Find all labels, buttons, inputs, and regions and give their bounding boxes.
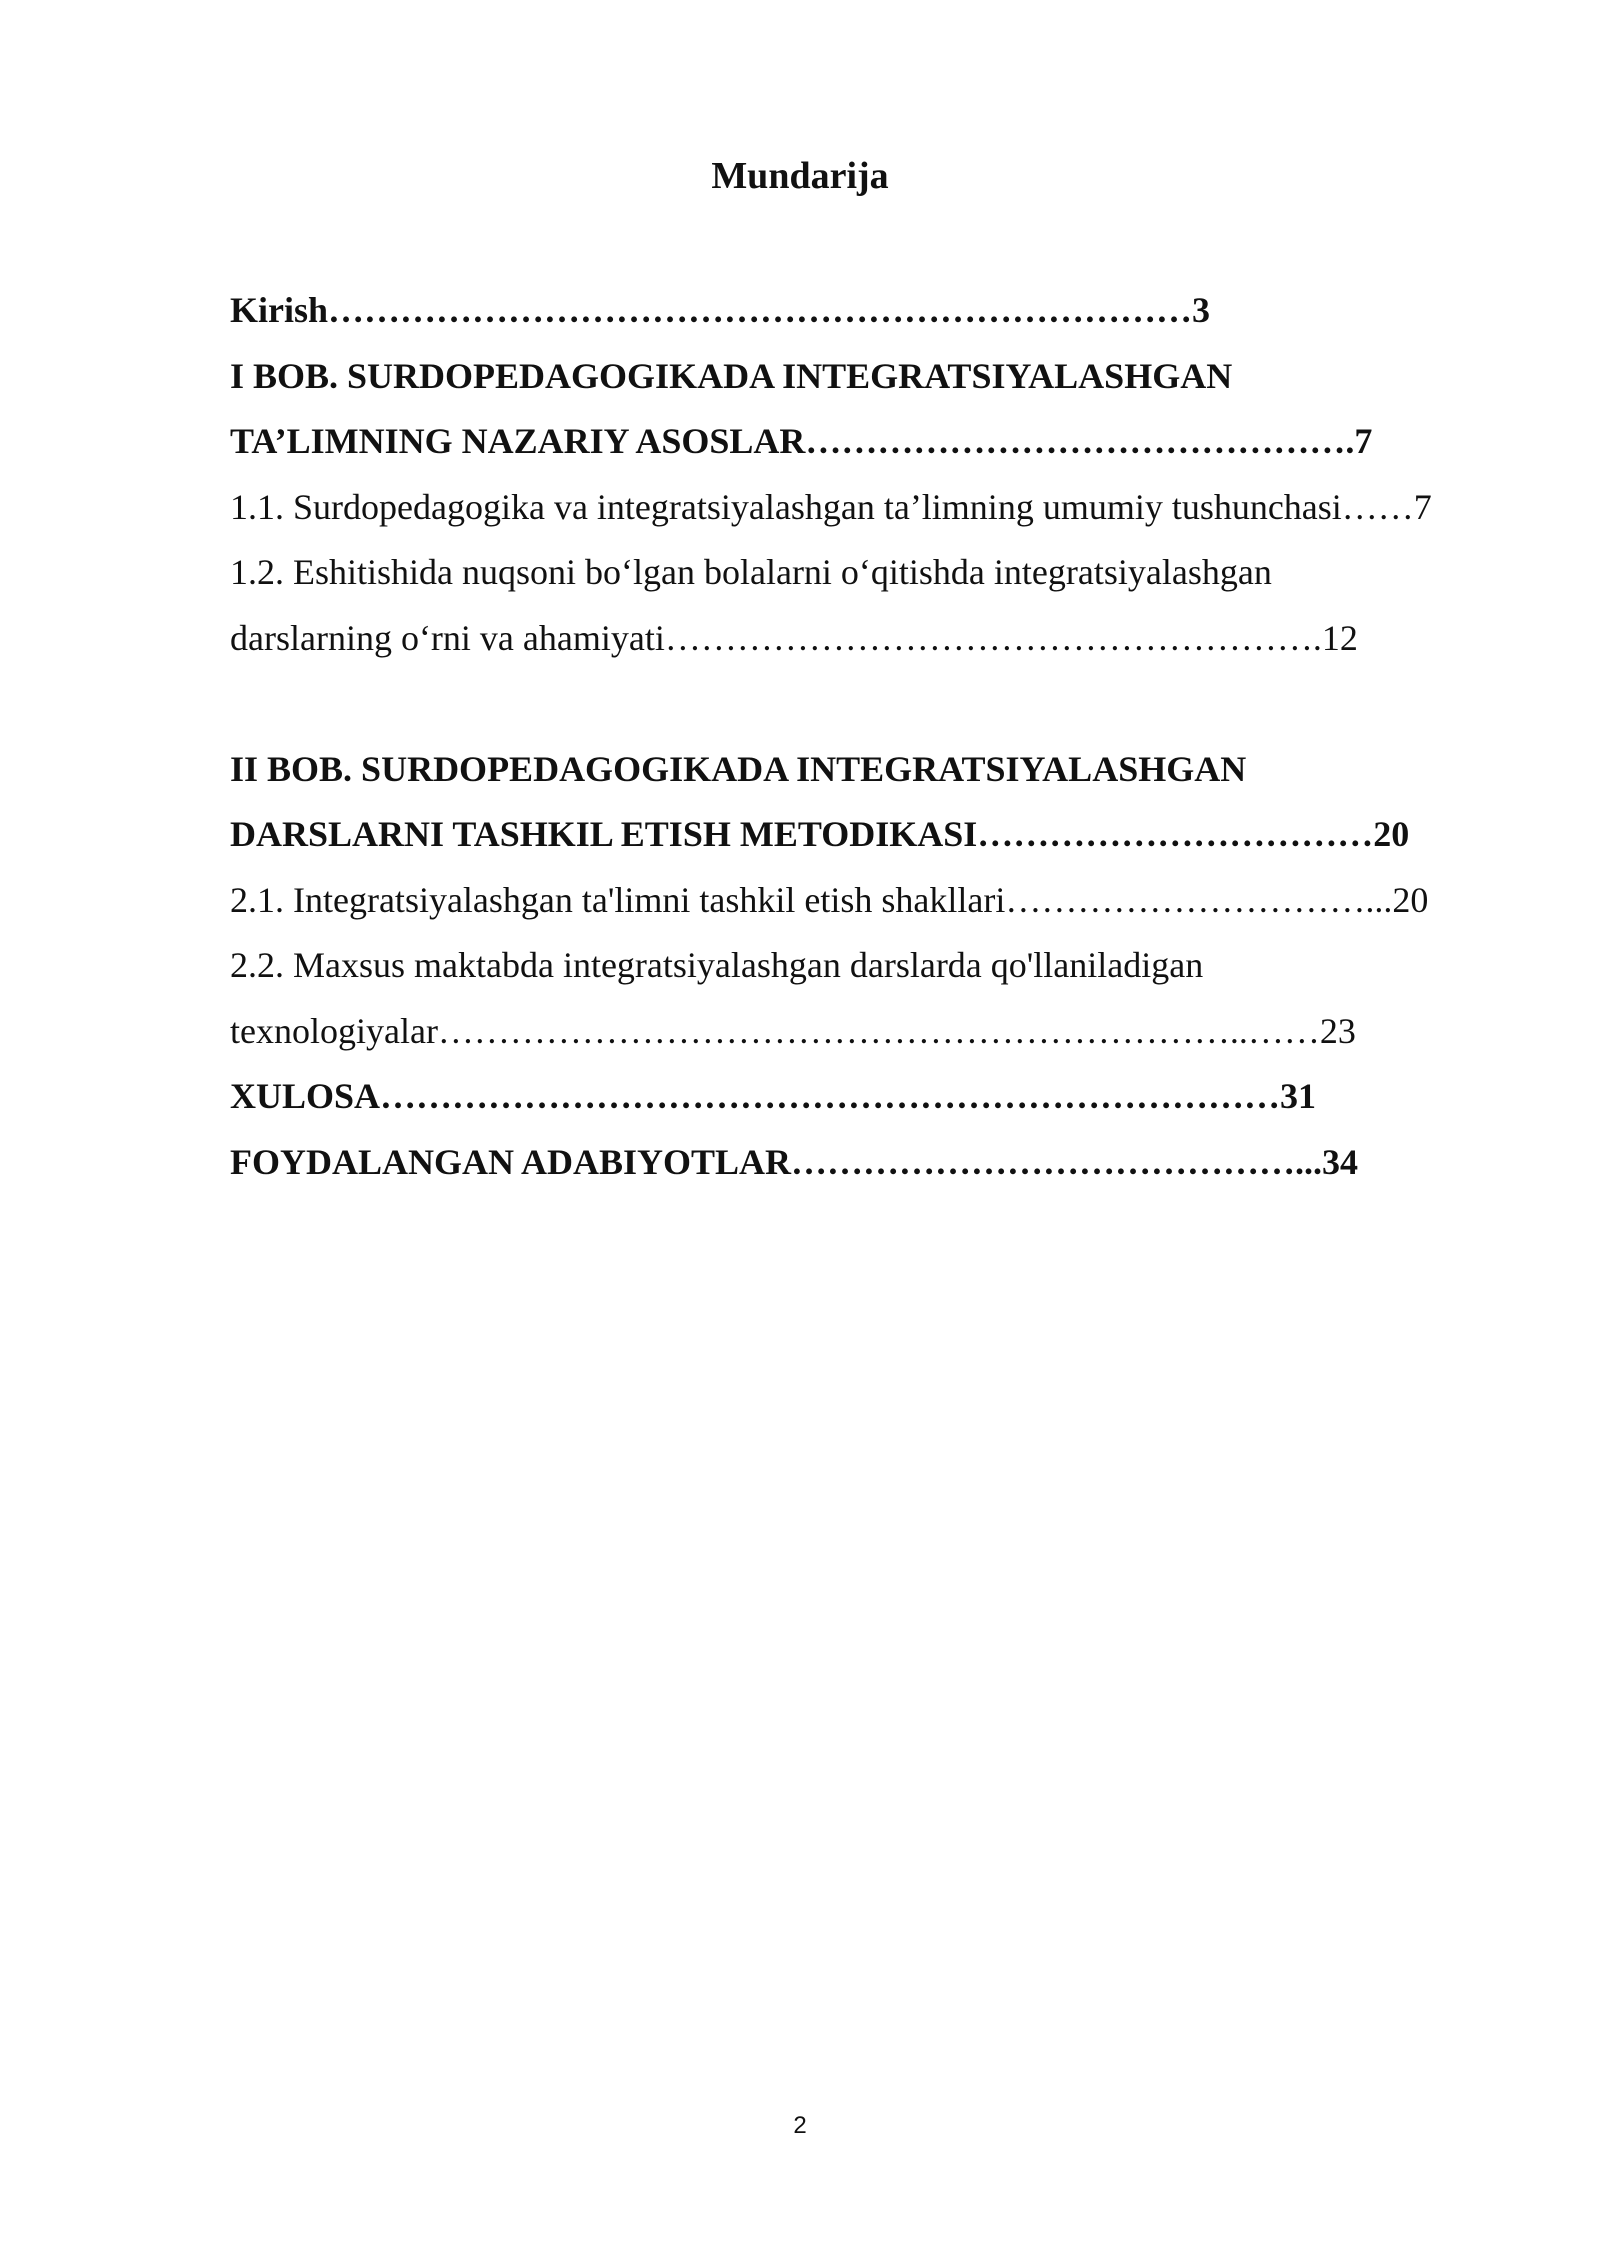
toc-entry-introduction[interactable]: Kirish………………………………………………………………3 <box>230 290 1211 330</box>
toc-section-1-2-line-1[interactable]: 1.2. Eshitishida nuqsoni bo‘lgan bolalarni o‘qitishda integratsiyalashgan <box>230 552 1272 592</box>
toc-chapter-2-title-line-2[interactable]: DARSLARNI TASHKIL ETISH METODIKASI……………………………20 <box>230 814 1410 854</box>
toc-section-2-1[interactable]: 2.1. Integratsiyalashgan ta'limni tashkil etish shakllari…………………………...20 <box>230 879 1429 920</box>
toc-chapter-1-title-line-2[interactable]: TA’LIMNING NAZARIY ASOSLAR……………………………………….7 <box>230 421 1373 461</box>
toc-chapter-1-title-line-1[interactable]: I BOB. SURDOPEDAGOGIKADA INTEGRATSIYALASHGAN <box>230 355 1233 396</box>
toc-entry-conclusion[interactable]: XULOSA…………………………………………………………………31 <box>230 1076 1317 1116</box>
page-title: Mundarija <box>711 155 889 197</box>
page-number: 2 <box>793 2112 807 2139</box>
table-of-contents <box>230 278 1490 1195</box>
toc-section-1-2-line-2[interactable]: darslarning o‘rni va ahamiyati……………………………………………….12 <box>230 617 1358 658</box>
toc-section-1-1[interactable]: 1.1. Surdopedagogika va integratsiyalashgan ta’limning umumiy tushunchasi……7 <box>230 486 1432 527</box>
toc-entry-references[interactable]: FOYDALANGAN ADABIYOTLAR……………………………………...34 <box>230 1141 1359 1182</box>
toc-section-2-2-line-2[interactable]: texnologiyalar…………………………………………………………..……23 <box>230 1010 1356 1051</box>
toc-section-2-2-line-1[interactable]: 2.2. Maxsus maktabda integratsiyalashgan darslarda qo'llaniladigan <box>230 945 1204 985</box>
toc-spacer <box>230 671 1490 737</box>
toc-chapter-2-title-line-1[interactable]: II BOB. SURDOPEDAGOGIKADA INTEGRATSIYALASHGAN <box>230 748 1247 789</box>
